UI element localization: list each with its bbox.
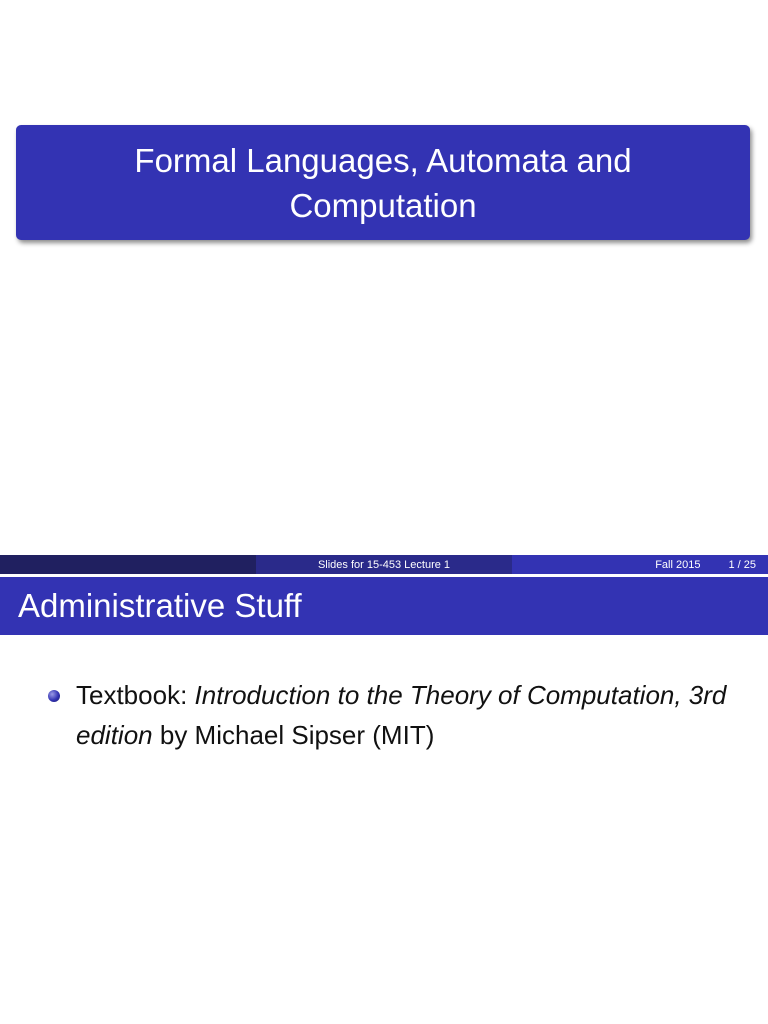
bullet-label: Textbook: — [76, 680, 188, 710]
bullet-icon — [48, 690, 60, 702]
frame-title-bar — [0, 577, 768, 635]
list-item — [48, 675, 748, 755]
footline-author — [0, 555, 256, 574]
bullet-list — [48, 675, 748, 755]
frame-title: Administrative Stuff — [18, 587, 302, 624]
footline-date-page — [512, 555, 768, 574]
footline-page-number: 1 / 25 — [728, 558, 756, 571]
title-block — [16, 125, 750, 240]
slide-2 — [0, 555, 768, 1024]
bullet-text — [76, 675, 748, 755]
footline-title: Slides for 15-453 Lecture 1 — [256, 555, 512, 574]
presentation-title: Formal Languages, Automata and Computation — [134, 141, 632, 224]
footline — [0, 555, 768, 574]
footline-date: Fall 2015 — [655, 558, 701, 571]
book-title: Introduction to the Theory of Computation, 3rd edition — [76, 680, 727, 750]
book-author: by Michael Sipser (MIT) — [159, 720, 435, 750]
